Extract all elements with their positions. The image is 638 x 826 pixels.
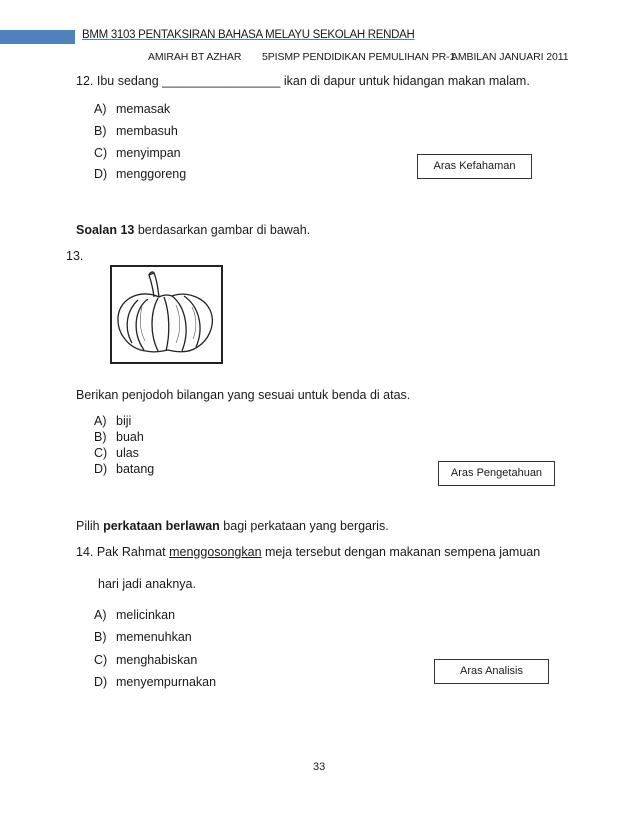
header-program: 5PISMP PENDIDIKAN PEMULIHAN PR-1: [262, 51, 456, 63]
q13-option-c[interactable]: [94, 446, 139, 460]
q13-intro: [76, 223, 310, 237]
option-text: memasak: [116, 102, 171, 116]
header-title: BMM 3103 PENTAKSIRAN BAHASA MELAYU SEKOLAH RENDAH: [82, 29, 415, 41]
option-label: C): [94, 653, 108, 667]
q13-option-b[interactable]: [94, 430, 144, 444]
option-label: B): [94, 124, 107, 138]
q14-intro: [76, 519, 389, 533]
q12-option-d[interactable]: [94, 167, 186, 181]
q14-line-2: hari jadi anaknya.: [98, 577, 196, 591]
option-text: melicinkan: [116, 608, 176, 622]
question-12-text: 12. Ibu sedang _________________ ikan di dapur untuk hidangan makan malam.: [76, 74, 530, 88]
option-label: D): [94, 167, 108, 181]
option-text: buah: [116, 430, 144, 444]
option-text: menggoreng: [116, 167, 187, 181]
q13-intro-bold: Soalan 13: [76, 223, 135, 237]
header-author: AMIRAH BT AZHAR: [148, 51, 242, 63]
option-label: C): [94, 446, 108, 460]
q12-option-b[interactable]: [94, 124, 178, 138]
q14-option-a[interactable]: [94, 608, 175, 622]
q14-line1-post: meja tersebut dengan makanan sempena jamuan: [261, 545, 541, 559]
option-text: memenuhkan: [116, 630, 192, 644]
q14-line1-pre: 14. Pak Rahmat: [76, 545, 170, 559]
option-label: B): [94, 430, 107, 444]
q14-option-d[interactable]: [94, 675, 216, 689]
header-intake: AMBILAN JANUARI 2011: [451, 51, 569, 63]
option-text: menyimpan: [116, 146, 181, 160]
q12-level-box: Aras Kefahaman: [417, 154, 532, 179]
q14-level-box: Aras Analisis: [434, 659, 549, 684]
q14-underlined-word: menggosongkan: [169, 545, 262, 559]
option-label: A): [94, 608, 107, 622]
option-text: batang: [116, 462, 155, 476]
q13-option-d[interactable]: [94, 462, 154, 476]
q13-option-a[interactable]: [94, 414, 131, 428]
q12-option-a[interactable]: [94, 102, 170, 116]
option-text: biji: [116, 414, 132, 428]
option-label: C): [94, 146, 108, 160]
q14-intro-post: bagi perkataan yang bergaris.: [219, 519, 389, 533]
q13-question: Berikan penjodoh bilangan yang sesuai untuk benda di atas.: [76, 388, 411, 402]
q13-intro-rest: berdasarkan gambar di bawah.: [134, 223, 311, 237]
option-label: B): [94, 630, 107, 644]
q14-intro-bold: perkataan berlawan: [103, 519, 220, 533]
option-text: menyempurnakan: [116, 675, 217, 689]
page-number: 33: [313, 761, 326, 773]
header-accent-bar: [0, 30, 75, 44]
q13-level-box: Aras Pengetahuan: [438, 461, 555, 486]
option-text: menghabiskan: [116, 653, 198, 667]
q14-option-b[interactable]: [94, 630, 192, 644]
option-label: A): [94, 414, 107, 428]
q14-option-c[interactable]: [94, 653, 197, 667]
option-text: membasuh: [116, 124, 178, 138]
q14-line-1: [76, 545, 540, 559]
q14-intro-pre: Pilih: [76, 519, 104, 533]
option-text: ulas: [116, 446, 139, 460]
option-label: D): [94, 675, 108, 689]
pumpkin-illustration-icon: [112, 267, 221, 362]
q12-option-c[interactable]: [94, 146, 181, 160]
option-label: A): [94, 102, 107, 116]
pumpkin-image: [110, 265, 223, 364]
q13-number: 13.: [66, 249, 84, 263]
option-label: D): [94, 462, 108, 476]
